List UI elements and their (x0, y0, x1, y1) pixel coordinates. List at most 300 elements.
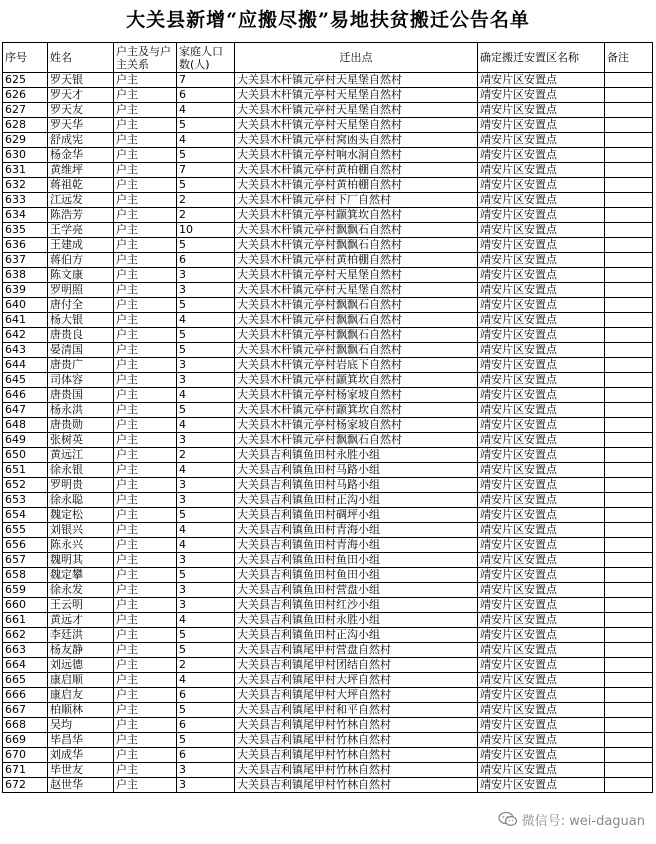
family-size-cell: 7 (177, 163, 235, 178)
header-relation: 户主及与户主关系 (114, 43, 177, 73)
remark-cell (605, 268, 653, 283)
relation-cell: 户主 (114, 193, 177, 208)
remark-cell (605, 73, 653, 88)
name-cell: 徐永聪 (48, 493, 114, 508)
seq-cell: 665 (3, 673, 48, 688)
table-row (3, 343, 653, 358)
destination-cell: 靖安片区安置点 (478, 118, 605, 133)
table-header-row (3, 43, 653, 73)
relation-cell: 户主 (114, 733, 177, 748)
seq-cell: 670 (3, 748, 48, 763)
name-cell: 毕昌华 (48, 733, 114, 748)
origin-cell: 大关县木杆镇元亭村天星堡自然村 (235, 118, 478, 133)
relation-cell: 户主 (114, 448, 177, 463)
name-cell: 徐永发 (48, 583, 114, 598)
seq-cell: 643 (3, 343, 48, 358)
origin-cell: 大关县木杆镇元亭村下厂自然村 (235, 193, 478, 208)
seq-cell: 646 (3, 388, 48, 403)
origin-cell: 大关县木杆镇元亭村飘飘石自然村 (235, 313, 478, 328)
name-cell: 柏顺林 (48, 703, 114, 718)
seq-cell: 648 (3, 418, 48, 433)
relation-cell: 户主 (114, 628, 177, 643)
relation-cell: 户主 (114, 208, 177, 223)
origin-cell: 大关县吉利镇鱼田村鱼田小组 (235, 553, 478, 568)
relation-cell: 户主 (114, 613, 177, 628)
relation-cell: 户主 (114, 478, 177, 493)
table-row (3, 748, 653, 763)
name-cell: 刘远德 (48, 658, 114, 673)
name-cell: 蒋祖乾 (48, 178, 114, 193)
table-row (3, 193, 653, 208)
table-row (3, 88, 653, 103)
origin-cell: 大关县木杆镇元亭村飘飘石自然村 (235, 298, 478, 313)
table-row (3, 523, 653, 538)
seq-cell: 659 (3, 583, 48, 598)
seq-cell: 638 (3, 268, 48, 283)
origin-cell: 大关县吉利镇尾甲村竹林自然村 (235, 733, 478, 748)
name-cell: 唐贵良 (48, 328, 114, 343)
destination-cell: 靖安片区安置点 (478, 298, 605, 313)
relation-cell: 户主 (114, 718, 177, 733)
table-row (3, 298, 653, 313)
wechat-watermark (495, 808, 648, 830)
seq-cell: 647 (3, 403, 48, 418)
relation-cell: 户主 (114, 658, 177, 673)
family-size-cell: 6 (177, 688, 235, 703)
seq-cell: 630 (3, 148, 48, 163)
remark-cell (605, 433, 653, 448)
seq-cell: 642 (3, 328, 48, 343)
table-row (3, 268, 653, 283)
family-size-cell: 5 (177, 628, 235, 643)
remark-cell (605, 733, 653, 748)
origin-cell: 大关县木杆镇元亭村天星堡自然村 (235, 73, 478, 88)
family-size-cell: 4 (177, 388, 235, 403)
header-origin: 迁出点 (235, 43, 478, 73)
destination-cell: 靖安片区安置点 (478, 268, 605, 283)
table-row (3, 118, 653, 133)
remark-cell (605, 463, 653, 478)
remark-cell (605, 343, 653, 358)
table-row (3, 478, 653, 493)
relation-cell: 户主 (114, 118, 177, 133)
table-row (3, 103, 653, 118)
destination-cell: 靖安片区安置点 (478, 748, 605, 763)
relation-cell: 户主 (114, 508, 177, 523)
origin-cell: 大关县吉利镇鱼田村永胜小组 (235, 448, 478, 463)
origin-cell: 大关县木杆镇元亭村天星堡自然村 (235, 283, 478, 298)
destination-cell: 靖安片区安置点 (478, 673, 605, 688)
seq-cell: 649 (3, 433, 48, 448)
name-cell: 蒋伯方 (48, 253, 114, 268)
name-cell: 毕世友 (48, 763, 114, 778)
remark-cell (605, 223, 653, 238)
relation-cell: 户主 (114, 643, 177, 658)
relation-cell: 户主 (114, 418, 177, 433)
origin-cell: 大关县木杆镇元亭村天星堡自然村 (235, 268, 478, 283)
family-size-cell: 5 (177, 403, 235, 418)
seq-cell: 634 (3, 208, 48, 223)
destination-cell: 靖安片区安置点 (478, 733, 605, 748)
table-row (3, 328, 653, 343)
table-row (3, 583, 653, 598)
remark-cell (605, 403, 653, 418)
table-row (3, 208, 653, 223)
destination-cell: 靖安片区安置点 (478, 463, 605, 478)
name-cell: 舒成宪 (48, 133, 114, 148)
remark-cell (605, 553, 653, 568)
remark-cell (605, 508, 653, 523)
destination-cell: 靖安片区安置点 (478, 208, 605, 223)
origin-cell: 大关县吉利镇尾甲村团结自然村 (235, 658, 478, 673)
remark-cell (605, 103, 653, 118)
name-cell: 罗天银 (48, 73, 114, 88)
destination-cell: 靖安片区安置点 (478, 583, 605, 598)
relation-cell: 户主 (114, 763, 177, 778)
origin-cell: 大关县木杆镇元亭村窝凼头自然村 (235, 133, 478, 148)
seq-cell: 635 (3, 223, 48, 238)
name-cell: 徐永银 (48, 463, 114, 478)
name-cell: 王学亮 (48, 223, 114, 238)
table-row (3, 673, 653, 688)
family-size-cell: 4 (177, 538, 235, 553)
origin-cell: 大关县吉利镇尾甲村竹林自然村 (235, 748, 478, 763)
origin-cell: 大关县木杆镇元亭村飘飘石自然村 (235, 328, 478, 343)
destination-cell: 靖安片区安置点 (478, 358, 605, 373)
destination-cell: 靖安片区安置点 (478, 238, 605, 253)
relation-cell: 户主 (114, 388, 177, 403)
destination-cell: 靖安片区安置点 (478, 388, 605, 403)
relation-cell: 户主 (114, 268, 177, 283)
family-size-cell: 3 (177, 763, 235, 778)
relation-cell: 户主 (114, 673, 177, 688)
origin-cell: 大关县吉利镇鱼田村青海小组 (235, 523, 478, 538)
name-cell: 杨友静 (48, 643, 114, 658)
seq-cell: 640 (3, 298, 48, 313)
destination-cell: 靖安片区安置点 (478, 313, 605, 328)
remark-cell (605, 118, 653, 133)
seq-cell: 664 (3, 658, 48, 673)
table-row (3, 403, 653, 418)
name-cell: 唐贵广 (48, 358, 114, 373)
origin-cell: 大关县吉利镇尾甲村竹林自然村 (235, 778, 478, 793)
destination-cell: 靖安片区安置点 (478, 343, 605, 358)
name-cell: 刘成华 (48, 748, 114, 763)
family-size-cell: 4 (177, 133, 235, 148)
family-size-cell: 6 (177, 748, 235, 763)
origin-cell: 大关县吉利镇鱼田村碉坪小组 (235, 508, 478, 523)
seq-cell: 631 (3, 163, 48, 178)
name-cell: 陈永兴 (48, 538, 114, 553)
origin-cell: 大关县吉利镇鱼田村马路小组 (235, 478, 478, 493)
destination-cell: 靖安片区安置点 (478, 133, 605, 148)
name-cell: 司体容 (48, 373, 114, 388)
remark-cell (605, 88, 653, 103)
family-size-cell: 5 (177, 298, 235, 313)
seq-cell: 633 (3, 193, 48, 208)
family-size-cell: 5 (177, 328, 235, 343)
destination-cell: 靖安片区安置点 (478, 523, 605, 538)
table-row (3, 223, 653, 238)
seq-cell: 666 (3, 688, 48, 703)
relation-cell: 户主 (114, 343, 177, 358)
name-cell: 张树英 (48, 433, 114, 448)
remark-cell (605, 658, 653, 673)
origin-cell: 大关县木杆镇元亭村黄柏棚自然村 (235, 178, 478, 193)
remark-cell (605, 778, 653, 793)
origin-cell: 大关县吉利镇鱼田村正沟小组 (235, 493, 478, 508)
relation-cell: 户主 (114, 148, 177, 163)
destination-cell: 靖安片区安置点 (478, 433, 605, 448)
family-size-cell: 3 (177, 373, 235, 388)
family-size-cell: 2 (177, 193, 235, 208)
family-size-cell: 4 (177, 418, 235, 433)
destination-cell: 靖安片区安置点 (478, 193, 605, 208)
origin-cell: 大关县吉利镇尾甲村和平自然村 (235, 703, 478, 718)
remark-cell (605, 703, 653, 718)
relation-cell: 户主 (114, 583, 177, 598)
seq-cell: 667 (3, 703, 48, 718)
table-row (3, 133, 653, 148)
table-row (3, 508, 653, 523)
table-row (3, 568, 653, 583)
family-size-cell: 5 (177, 178, 235, 193)
name-cell: 陈文康 (48, 268, 114, 283)
origin-cell: 大关县木杆镇元亭村杨家坡自然村 (235, 388, 478, 403)
relation-cell: 户主 (114, 253, 177, 268)
origin-cell: 大关县木杆镇元亭村飘飘石自然村 (235, 343, 478, 358)
table-row (3, 238, 653, 253)
destination-cell: 靖安片区安置点 (478, 178, 605, 193)
family-size-cell: 3 (177, 283, 235, 298)
seq-cell: 628 (3, 118, 48, 133)
origin-cell: 大关县木杆镇元亭村天星堡自然村 (235, 88, 478, 103)
name-cell: 魏明其 (48, 553, 114, 568)
family-size-cell: 3 (177, 478, 235, 493)
table-row (3, 253, 653, 268)
name-cell: 康启友 (48, 688, 114, 703)
destination-cell: 靖安片区安置点 (478, 778, 605, 793)
family-size-cell: 4 (177, 523, 235, 538)
relation-cell: 户主 (114, 373, 177, 388)
origin-cell: 大关县木杆镇元亭村颛箕坎自然村 (235, 373, 478, 388)
seq-cell: 669 (3, 733, 48, 748)
relation-cell: 户主 (114, 73, 177, 88)
remark-cell (605, 208, 653, 223)
relation-cell: 户主 (114, 238, 177, 253)
seq-cell: 654 (3, 508, 48, 523)
family-size-cell: 3 (177, 583, 235, 598)
destination-cell: 靖安片区安置点 (478, 253, 605, 268)
name-cell: 王云明 (48, 598, 114, 613)
seq-cell: 656 (3, 538, 48, 553)
destination-cell: 靖安片区安置点 (478, 568, 605, 583)
name-cell: 晏清国 (48, 343, 114, 358)
remark-cell (605, 718, 653, 733)
origin-cell: 大关县吉利镇尾甲村营盘自然村 (235, 643, 478, 658)
seq-cell: 657 (3, 553, 48, 568)
table-row (3, 613, 653, 628)
name-cell: 罗天才 (48, 88, 114, 103)
name-cell: 罗明照 (48, 283, 114, 298)
watermark-text: 微信号: wei-daguan (521, 813, 645, 829)
remark-cell (605, 358, 653, 373)
remark-cell (605, 763, 653, 778)
seq-cell: 658 (3, 568, 48, 583)
remark-cell (605, 613, 653, 628)
header-remark: 备注 (605, 43, 653, 73)
family-size-cell: 7 (177, 73, 235, 88)
remark-cell (605, 373, 653, 388)
remark-cell (605, 133, 653, 148)
header-destination: 确定搬迁安置区名称 (478, 43, 605, 73)
remark-cell (605, 673, 653, 688)
table-row (3, 763, 653, 778)
table-row (3, 553, 653, 568)
seq-cell: 663 (3, 643, 48, 658)
name-cell: 陈浩芳 (48, 208, 114, 223)
remark-cell (605, 538, 653, 553)
family-size-cell: 5 (177, 643, 235, 658)
seq-cell: 650 (3, 448, 48, 463)
origin-cell: 大关县吉利镇尾甲村竹林自然村 (235, 718, 478, 733)
destination-cell: 靖安片区安置点 (478, 703, 605, 718)
name-cell: 杨大银 (48, 313, 114, 328)
table-row (3, 628, 653, 643)
relation-cell: 户主 (114, 103, 177, 118)
destination-cell: 靖安片区安置点 (478, 598, 605, 613)
name-cell: 杨金华 (48, 148, 114, 163)
remark-cell (605, 148, 653, 163)
relation-cell: 户主 (114, 178, 177, 193)
name-cell: 康启顺 (48, 673, 114, 688)
seq-cell: 671 (3, 763, 48, 778)
remark-cell (605, 643, 653, 658)
name-cell: 李廷洪 (48, 628, 114, 643)
family-size-cell: 6 (177, 718, 235, 733)
table-row (3, 283, 653, 298)
relation-cell: 户主 (114, 163, 177, 178)
destination-cell: 靖安片区安置点 (478, 763, 605, 778)
relation-cell: 户主 (114, 433, 177, 448)
seq-cell: 637 (3, 253, 48, 268)
origin-cell: 大关县吉利镇尾甲村大坪自然村 (235, 688, 478, 703)
relation-cell: 户主 (114, 538, 177, 553)
name-cell: 唐贵国 (48, 388, 114, 403)
origin-cell: 大关县木杆镇元亭村天星堡自然村 (235, 103, 478, 118)
family-size-cell: 5 (177, 733, 235, 748)
origin-cell: 大关县木杆镇元亭村颛箕坎自然村 (235, 403, 478, 418)
seq-cell: 641 (3, 313, 48, 328)
remark-cell (605, 478, 653, 493)
table-row (3, 358, 653, 373)
origin-cell: 大关县木杆镇元亭村颛箕坎自然村 (235, 208, 478, 223)
family-size-cell: 5 (177, 703, 235, 718)
table-row (3, 688, 653, 703)
table-row (3, 148, 653, 163)
relation-cell: 户主 (114, 358, 177, 373)
family-size-cell: 3 (177, 433, 235, 448)
origin-cell: 大关县木杆镇元亭村飘飘石自然村 (235, 223, 478, 238)
remark-cell (605, 688, 653, 703)
destination-cell: 靖安片区安置点 (478, 163, 605, 178)
remark-cell (605, 313, 653, 328)
table-row (3, 448, 653, 463)
family-size-cell: 3 (177, 268, 235, 283)
name-cell: 唐付全 (48, 298, 114, 313)
destination-cell: 靖安片区安置点 (478, 373, 605, 388)
origin-cell: 大关县木杆镇元亭村响水洞自然村 (235, 148, 478, 163)
relation-cell: 户主 (114, 778, 177, 793)
family-size-cell: 5 (177, 508, 235, 523)
origin-cell: 大关县木杆镇元亭村飘飘石自然村 (235, 238, 478, 253)
seq-cell: 636 (3, 238, 48, 253)
relation-cell: 户主 (114, 688, 177, 703)
name-cell: 魏定攀 (48, 568, 114, 583)
relation-cell: 户主 (114, 223, 177, 238)
destination-cell: 靖安片区安置点 (478, 148, 605, 163)
relation-cell: 户主 (114, 403, 177, 418)
relation-cell: 户主 (114, 553, 177, 568)
remark-cell (605, 238, 653, 253)
family-size-cell: 4 (177, 313, 235, 328)
relation-cell: 户主 (114, 748, 177, 763)
table-row (3, 778, 653, 793)
seq-cell: 652 (3, 478, 48, 493)
destination-cell: 靖安片区安置点 (478, 553, 605, 568)
remark-cell (605, 163, 653, 178)
table-body (3, 73, 653, 793)
name-cell: 黄维坪 (48, 163, 114, 178)
seq-cell: 644 (3, 358, 48, 373)
family-size-cell: 4 (177, 463, 235, 478)
table-row (3, 388, 653, 403)
origin-cell: 大关县木杆镇元亭村黄柏棚自然村 (235, 253, 478, 268)
table-row (3, 703, 653, 718)
name-cell: 杨永洪 (48, 403, 114, 418)
origin-cell: 大关县吉利镇尾甲村大坪自然村 (235, 673, 478, 688)
destination-cell: 靖安片区安置点 (478, 478, 605, 493)
remark-cell (605, 523, 653, 538)
name-cell: 赵世华 (48, 778, 114, 793)
origin-cell: 大关县吉利镇鱼田村马路小组 (235, 463, 478, 478)
family-size-cell: 5 (177, 148, 235, 163)
table-row (3, 418, 653, 433)
remark-cell (605, 328, 653, 343)
relation-cell: 户主 (114, 328, 177, 343)
origin-cell: 大关县吉利镇鱼田村鱼田小组 (235, 568, 478, 583)
origin-cell: 大关县木杆镇元亭村岩底下自然村 (235, 358, 478, 373)
name-cell: 唐贵勋 (48, 418, 114, 433)
seq-cell: 661 (3, 613, 48, 628)
destination-cell: 靖安片区安置点 (478, 88, 605, 103)
table-row (3, 313, 653, 328)
name-cell: 吴均 (48, 718, 114, 733)
destination-cell: 靖安片区安置点 (478, 508, 605, 523)
family-size-cell: 5 (177, 568, 235, 583)
table-row (3, 493, 653, 508)
family-size-cell: 5 (177, 343, 235, 358)
destination-cell: 靖安片区安置点 (478, 403, 605, 418)
origin-cell: 大关县吉利镇尾甲村竹林自然村 (235, 763, 478, 778)
remark-cell (605, 193, 653, 208)
destination-cell: 靖安片区安置点 (478, 643, 605, 658)
relation-cell: 户主 (114, 523, 177, 538)
family-size-cell: 4 (177, 103, 235, 118)
table-row (3, 373, 653, 388)
header-name: 姓名 (48, 43, 114, 73)
origin-cell: 大关县木杆镇元亭村黄柏棚自然村 (235, 163, 478, 178)
